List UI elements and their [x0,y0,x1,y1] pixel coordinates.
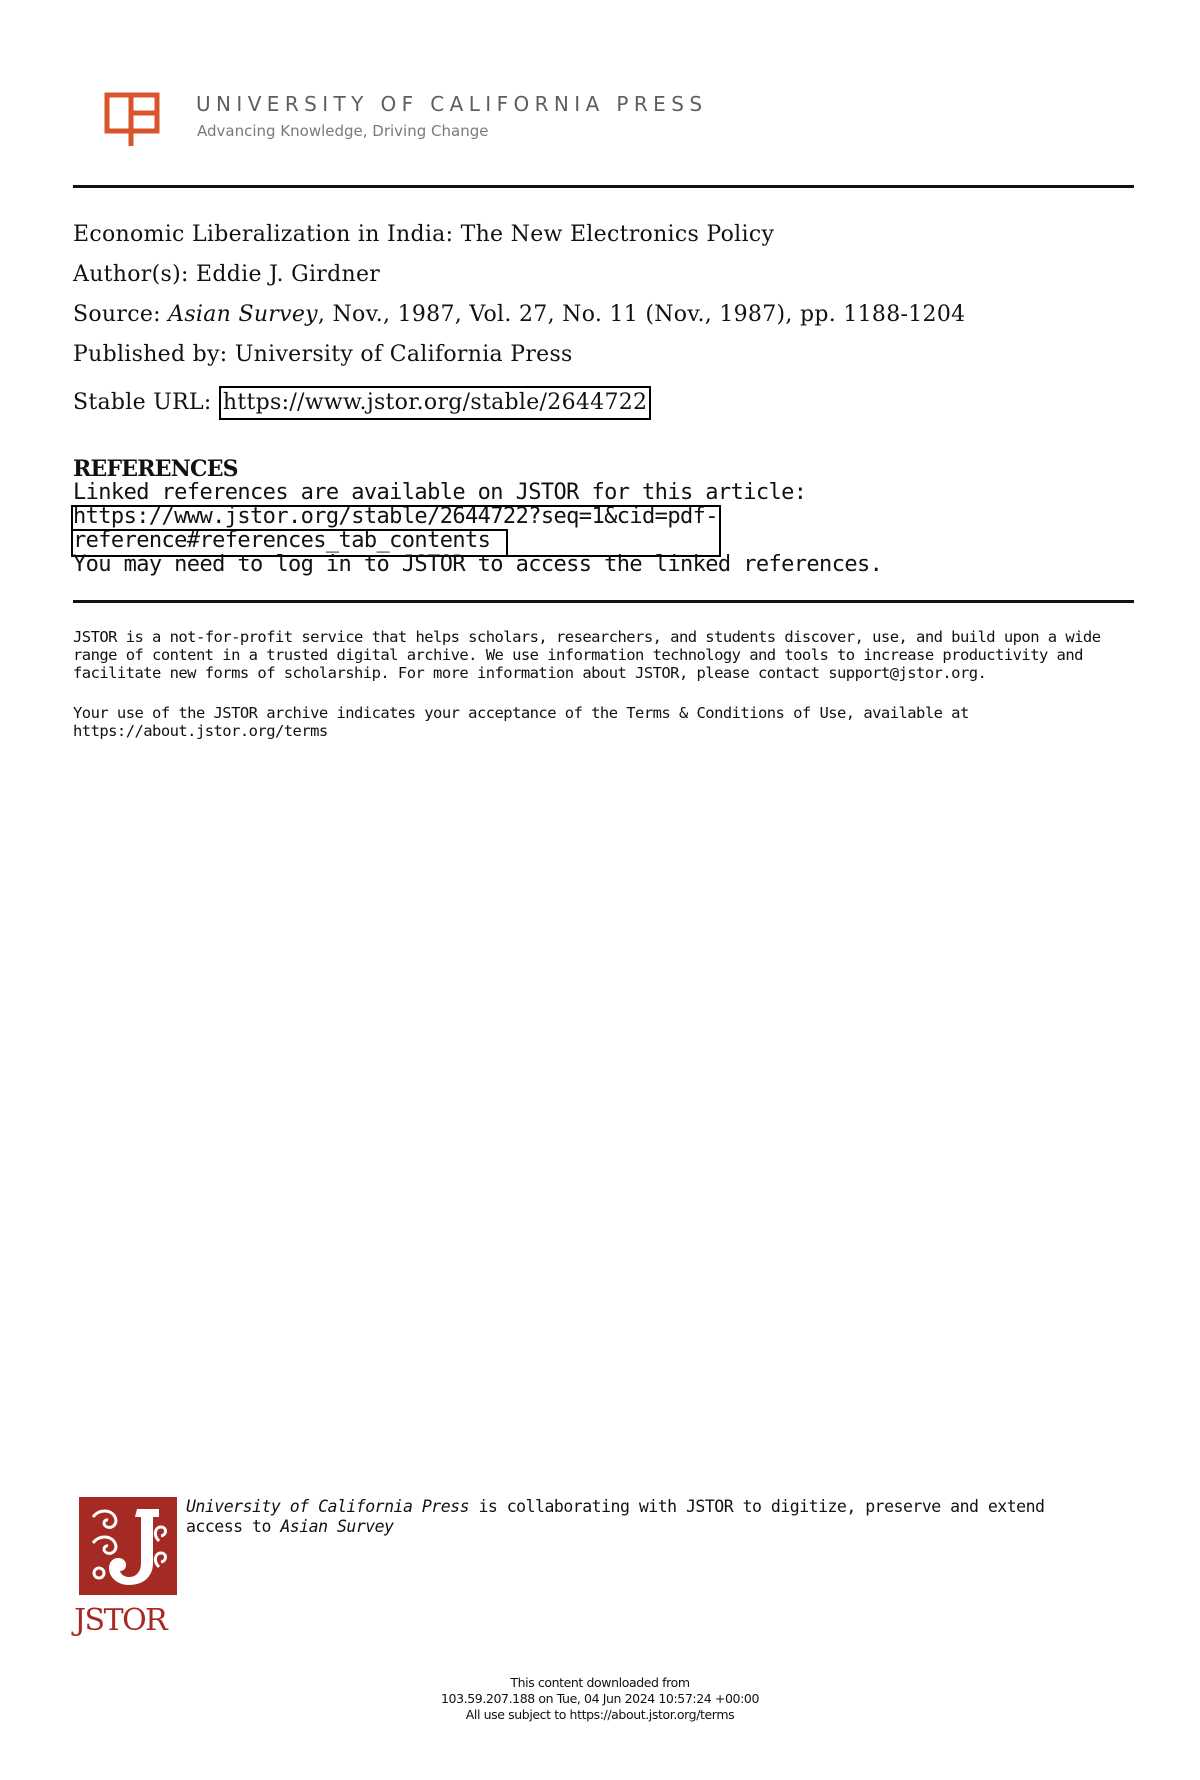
collab-publisher: University of California Press [186,1497,470,1516]
stable-url-label: Stable URL: [73,390,212,415]
terms-line: Your use of the JSTOR archive indicates your acceptance of the Terms & Conditions of Use, available at [73,704,969,722]
jstor-info-line: range of content in a trusted digital archive. We use information technology and tools to increase productivity and [73,646,1083,664]
collaboration-line1 [186,1497,1044,1517]
stable-url-line [73,386,651,420]
journal-name: Asian Survey [168,302,318,327]
terms-paragraph [73,704,1138,740]
published-label: Published by: [73,342,228,367]
source-details: , Nov., 1987, Vol. 27, No. 11 (Nov., 1987), pp. 1188-1204 [317,302,966,327]
source-label: Source: [73,302,161,327]
published-line [73,342,573,367]
jstor-info-line: facilitate new forms of scholarship. For more information about JSTOR, please contact support@jstor.org. [73,664,987,682]
publisher-name: UNIVERSITY OF CALIFORNIA PRESS [196,92,708,116]
ucpress-logo-icon [104,92,162,150]
stable-url-link[interactable]: https://www.jstor.org/stable/2644722 [219,386,651,420]
collab-journal: Asian Survey [280,1517,394,1536]
collaboration-statement [186,1497,1044,1537]
references-url-line1[interactable]: https://www.jstor.org/stable/2644722?seq=1&cid=pdf- [73,504,718,529]
references-note: You may need to log in to JSTOR to access the linked references. [73,552,883,577]
top-divider [73,185,1134,188]
author-line [73,262,380,287]
jstor-logo-icon [79,1497,177,1595]
footer-line1: This content downloaded from [510,1675,690,1690]
jstor-info-paragraph [73,628,1138,682]
references-heading: REFERENCES [73,456,238,482]
jstor-info-line: JSTOR is a not-for-profit service that helps scholars, researchers, and students discover, use, and build upon a wide [73,628,1101,646]
collaboration-line2 [186,1517,1044,1537]
middle-divider [73,600,1134,603]
author-name: Eddie J. Girdner [196,262,381,287]
terms-link[interactable]: https://about.jstor.org/terms [73,722,328,740]
published-by: University of California Press [234,342,573,367]
footer-line3: All use subject to https://about.jstor.org/terms [465,1707,735,1722]
jstor-wordmark: JSTOR [74,1603,167,1638]
references-url-line2[interactable]: reference#references_tab_contents [73,528,491,553]
download-footer [300,1675,900,1723]
article-title: Economic Liberalization in India: The New Electronics Policy [73,222,775,247]
author-label: Author(s): [73,262,189,287]
collab-text1: is collaborating with JSTOR to digitize, preserve and extend [469,1497,1045,1516]
references-intro: Linked references are available on JSTOR for this article: [73,480,807,505]
source-line [73,302,965,327]
publisher-tagline: Advancing Knowledge, Driving Change [197,122,489,140]
footer-line2: 103.59.207.188 on Tue, 04 Jun 2024 10:57:24 +00:00 [441,1691,759,1706]
collab-text2: access to [186,1517,281,1536]
